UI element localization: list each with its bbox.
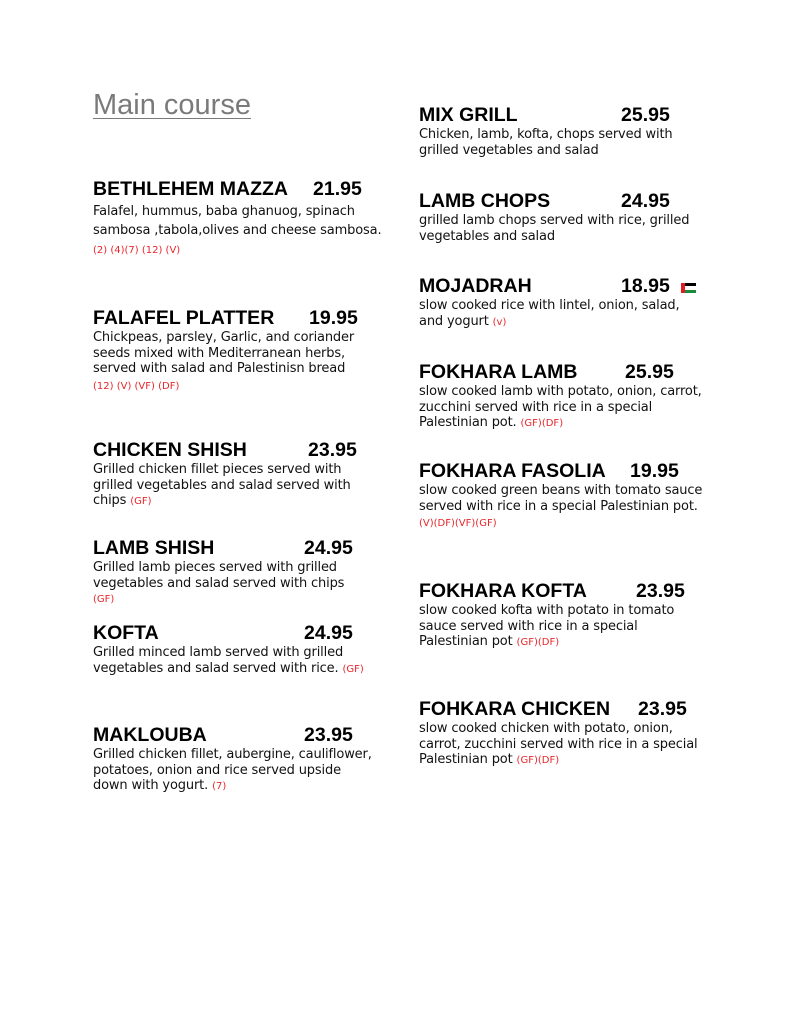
item-name: KOFTA — [93, 622, 159, 644]
item-description — [419, 127, 704, 158]
item-price: 23.95 — [304, 724, 353, 746]
menu-item-maklouba — [93, 724, 378, 795]
menu-item-falafel-platter — [93, 307, 373, 394]
item-price: 23.95 — [636, 580, 685, 602]
item-description — [93, 747, 378, 795]
item-description-text: Chicken, lamb, kofta, chops served with grilled vegetables and salad — [419, 127, 673, 158]
menu-item-fokhara-kofta — [419, 580, 704, 651]
item-name: MAKLOUBA — [93, 724, 207, 746]
allergen-codes: (12) (V) (VF) (DF) — [93, 380, 180, 392]
palestine-flag-icon — [681, 283, 696, 293]
item-name: MIX GRILL — [419, 104, 518, 126]
item-name: LAMB SHISH — [93, 537, 215, 559]
item-description-text: Grilled chicken fillet pieces served with grilled vegetables and salad served with chips — [93, 462, 351, 508]
menu-item-fohkara-chicken — [419, 698, 704, 769]
menu-item-fokhara-fasolia — [419, 460, 704, 532]
item-description-text: slow cooked chicken with potato, onion, carrot, zucchini served with rice in a special Palestinian pot — [419, 721, 698, 767]
item-description-text: Grilled lamb pieces served with grilled vegetables and salad served with chips — [93, 560, 345, 591]
allergen-codes: (GF)(DF) — [516, 755, 560, 766]
item-description — [93, 330, 373, 394]
allergen-codes: (GF)(DF) — [520, 418, 564, 429]
item-description-text: slow cooked green beans with tomato sauce served with rice in a special Palestinian pot. — [419, 483, 703, 514]
menu-item-bethlehem-mazza — [93, 178, 383, 260]
item-description — [419, 298, 704, 330]
item-name: BETHLEHEM MAZZA — [93, 178, 288, 200]
allergen-codes: (GF)(DF) — [516, 637, 560, 648]
item-price: 24.95 — [304, 622, 353, 644]
item-description-text: slow cooked rice with lintel, onion, salad, and yogurt — [419, 298, 680, 329]
item-price: 24.95 — [621, 190, 670, 212]
page-title: Main course — [93, 89, 251, 121]
item-name: LAMB CHOPS — [419, 190, 551, 212]
allergen-codes: (7) — [212, 781, 227, 792]
allergen-codes: (GF) — [130, 496, 152, 507]
item-description-text: slow cooked lamb with potato, onion, carrot, zucchini served with rice in a special Palestinian pot. — [419, 384, 702, 430]
item-description — [419, 213, 704, 244]
item-name: MOJADRAH — [419, 275, 532, 297]
item-name: CHICKEN SHISH — [93, 439, 247, 461]
menu-item-mix-grill — [419, 104, 704, 158]
item-name: FOHKARA CHICKEN — [419, 698, 611, 720]
item-price: 19.95 — [309, 307, 358, 329]
allergen-codes: (GF) — [342, 663, 364, 675]
item-price: 24.95 — [304, 537, 353, 559]
item-price: 25.95 — [625, 361, 674, 383]
item-price: 21.95 — [313, 178, 362, 200]
item-price: 23.95 — [638, 698, 687, 720]
item-price: 25.95 — [621, 104, 670, 126]
item-description — [419, 384, 704, 432]
item-description — [419, 721, 704, 769]
item-description — [93, 202, 383, 260]
allergen-codes: (GF) — [93, 594, 115, 605]
menu-item-kofta — [93, 622, 368, 677]
item-name: FOKHARA LAMB — [419, 361, 578, 383]
menu-item-lamb-chops — [419, 190, 704, 244]
item-description — [93, 645, 368, 677]
item-description — [419, 483, 704, 532]
item-price: 19.95 — [630, 460, 679, 482]
menu-item-mojadrah — [419, 275, 704, 330]
allergen-codes: (V)(DF)(VF)(GF) — [419, 518, 497, 529]
menu-item-lamb-shish — [93, 537, 368, 608]
item-description-text: grilled lamb chops served with rice, grilled vegetables and salad — [419, 213, 690, 244]
allergen-codes: (v) — [492, 316, 507, 328]
item-description-text: Falafel, hummus, baba ghanuog, spinach sambosa ,tabola,olives and cheese sambosa. — [93, 204, 382, 238]
menu-item-chicken-shish — [93, 439, 368, 510]
item-price: 18.95 — [621, 275, 670, 297]
allergen-codes: (2) (4)(7) (12) (V) — [93, 245, 181, 256]
item-name: FALAFEL PLATTER — [93, 307, 275, 329]
item-description — [93, 560, 368, 608]
item-name: FOKHARA KOFTA — [419, 580, 587, 602]
item-description — [93, 462, 368, 510]
item-description-text: Grilled minced lamb served with grilled vegetables and salad served with rice. — [93, 645, 344, 676]
menu-item-fokhara-lamb — [419, 361, 704, 432]
item-name: FOKHARA FASOLIA — [419, 460, 606, 482]
item-description-text: slow cooked kofta with potato in tomato sauce served with rice in a special Palestinian pot — [419, 603, 675, 649]
item-description-text: Chickpeas, parsley, Garlic, and coriander seeds mixed with Mediterranean herbs, served with salad and Palestinisn bread — [93, 330, 355, 376]
item-description — [419, 603, 704, 651]
item-description-text: Grilled chicken fillet, aubergine, cauliflower, potatoes, onion and rice served upside down with yogurt. — [93, 747, 372, 793]
item-price: 23.95 — [308, 439, 357, 461]
